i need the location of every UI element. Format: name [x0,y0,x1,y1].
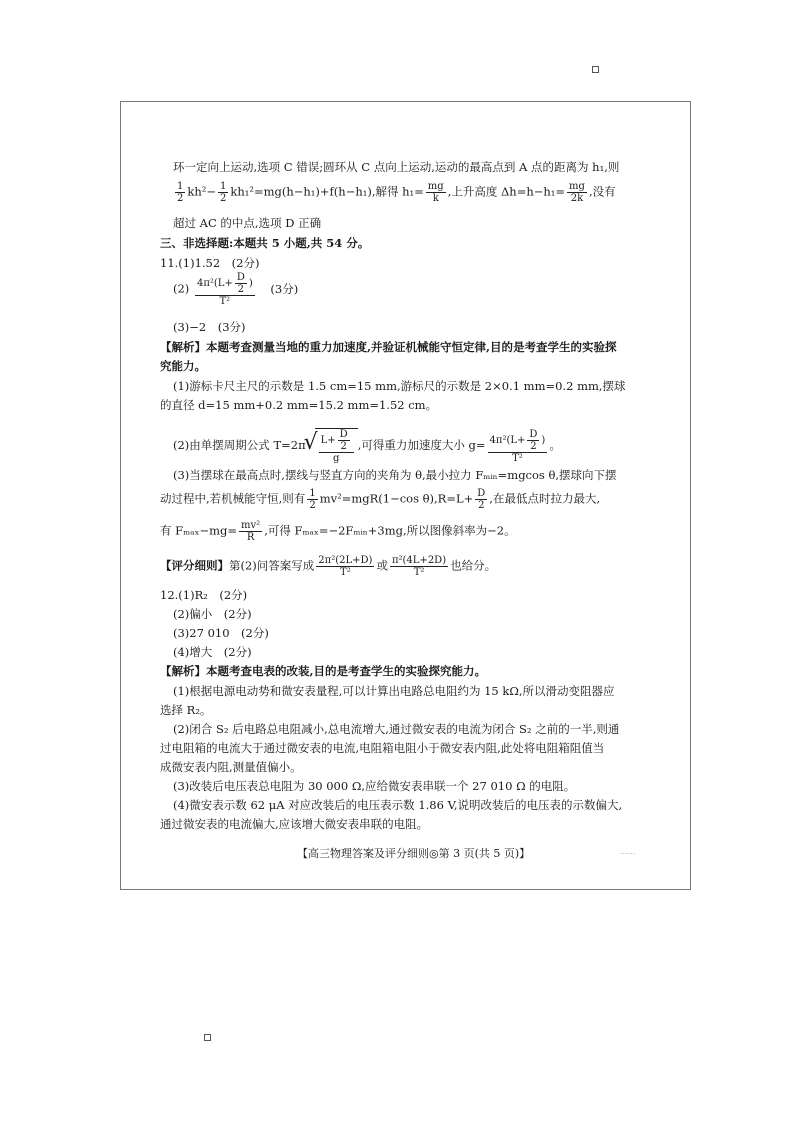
answer-line: 11.(1)1.52 (2分) [160,256,260,270]
grading-note: 【评分细则】第(2)问答案写成 $\frac{\text{2π²(2L+D)}}{\text{T²}}$ 或 $\frac{\text{π²(4L+2D)}}{\text{T²}}$ 也给分。 [160,555,497,578]
analysis-line: (1)游标卡尺主尺的示数是 1.5 cm=15 mm,游标尺的示数是 2×0.1 mm=0.2 mm,摆球 [173,379,626,393]
fraction: $\frac{mg}{2k}$ [569,181,585,204]
page-footer: 【高三物理答案及评分细则◎第 3 页(共 5 页)】 [297,847,531,860]
fraction: $\frac{\text{mv²}}{R}$ [241,520,261,543]
fraction: 4π²(L+ $\frac{D}{2}$ ) T² [196,272,253,307]
fraction: $\frac{mg}{k}$ [427,181,444,204]
analysis-line: (1)根据电源电动势和微安表量程,可以计算出电路总电阻约为 15 kΩ,所以滑动变阻器应 [173,684,615,698]
analysis-line: (2)闭合 S₂ 后电路总电阻减小,总电流增大,通过微安表的电流为闭合 S₂ 之前的一半,则通 [173,722,620,736]
answer-line: (3)−2 (3分) [173,320,246,334]
analysis-line: 的直径 d=15 mm+0.2 mm=15.2 mm=1.52 cm。 [160,398,438,412]
text-line: 超过 AC 的中点,选项 D 正确 [173,216,322,230]
answer-line: (3)27 010 (2分) [173,626,269,640]
fraction: 4π²(L+ $\frac{D}{2}$ ) T² [489,428,546,464]
answer-line: 12.(1)R₂ (2分) [160,588,248,602]
sqrt-expression: √ L+ $\frac{D}{2}$ g [306,428,358,464]
analysis-line: 【解析】本题考查电表的改装,目的是考查学生的实验探究能力。 [160,664,487,678]
fraction: $\frac{\text{2π²(2L+D)}}{\text{T²}}$ [318,555,373,578]
analysis-line: (3)改装后电压表总电阻为 30 000 Ω,应给微安表串联一个 27 010 Ω 的电阻。 [173,779,576,793]
analysis-line: 选择 R₂。 [160,703,212,717]
analysis-line: 通过微安表的电流偏大,应该增大微安表串联的电阻。 [160,817,429,831]
equation-line: (2)由单摆周期公式 T=2π √ L+ $\frac{D}{2}$ g ,可得重力加速度大小 g= 4π²(L+ $\frac{D}{2}$ ) T² 。 [173,428,561,464]
equation-line: 有 Fₘₐₓ−mg= $\frac{\text{mv²}}{R}$ ,可得 Fₘₐₓ=−2Fₘᵢₙ+3mg,所以图像斜率为−2。 [160,520,516,543]
text-line: 环一定向上运动,选项 C 错误;圆环从 C 点向上运动,运动的最高点到 A 点的距离为 h₁,则 [173,160,620,174]
analysis-line: 究能力。 [160,359,206,373]
analysis-line: 成微安表内阻,测量值偏小。 [160,760,302,774]
answer-line: (2) 4π²(L+ $\frac{D}{2}$ ) T² (3分) [173,272,299,307]
fraction: $\frac{D}{2}$ [477,488,486,511]
equation-line: $\frac{1}{2}$ kh²− $\frac{1}{2}$ kh₁²=mg(h−h₁)+f(h−h₁),解得 h₁= $\frac{mg}{k}$ ,上升高度 Δh=h−h₁= $\frac{mg}{2k}$ ,没有 [177,181,616,204]
fraction: $\frac{\text{π²(4L+2D)}}{\text{T²}}$ [391,555,447,578]
answer-line: (2)偏小 (2分) [173,607,252,621]
fraction: $\frac{1}{2}$ [309,488,316,511]
section-heading: 三、非选择题:本题共 5 小题,共 54 分。 [160,236,370,250]
corner-mark-bottom [204,1034,211,1041]
analysis-line: 过电阻箱的电流大于通过微安表的电流,电阻箱电阻小于微安表内阻,此处将电阻箱阻值当 [160,741,605,755]
corner-mark-top [592,66,599,73]
analysis-line: (4)微安表示数 62 μA 对应改装后的电压表示数 1.86 V,说明改装后的电压表的示数偏大, [173,798,623,812]
analysis-line: (3)当摆球在最高点时,摆线与竖直方向的夹角为 θ,最小拉力 Fₘᵢₙ=mgcos θ,摆球向下摆 [173,468,617,482]
footer-dots: ...... [620,847,636,856]
fraction: $\frac{1}{2}$ [177,181,184,204]
equation-line: 动过程中,若机械能守恒,则有 $\frac{1}{2}$ mv²=mgR(1−cos θ),R=L+ $\frac{D}{2}$ ,在最低点时拉力最大, [160,488,601,511]
analysis-line: 【解析】本题考查测量当地的重力加速度,并验证机械能守恒定律,目的是考查学生的实验探 [160,340,617,354]
fraction: $\frac{1}{2}$ [220,181,227,204]
answer-line: (4)增大 (2分) [173,645,252,659]
